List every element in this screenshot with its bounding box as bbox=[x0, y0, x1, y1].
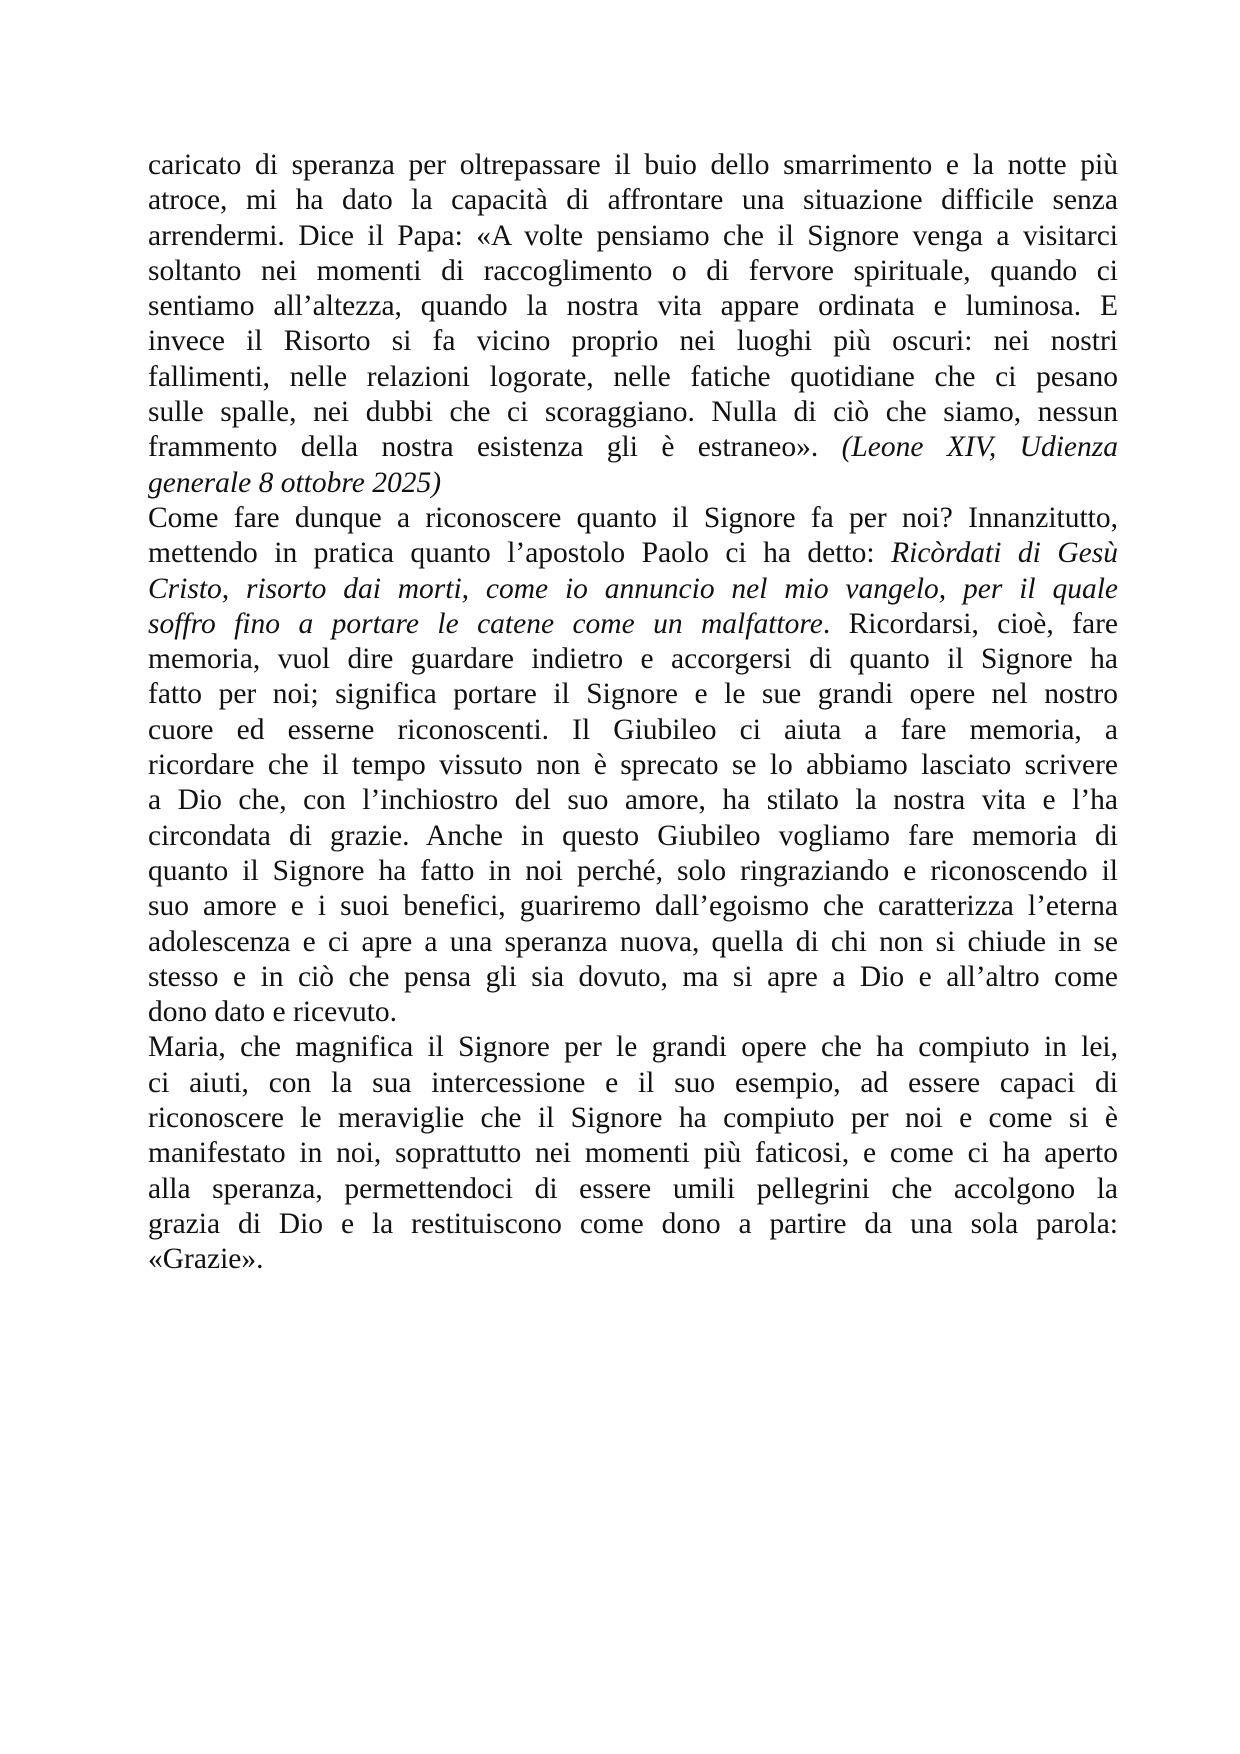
text-line bbox=[148, 430, 1118, 465]
text-line bbox=[148, 889, 1118, 924]
text-line bbox=[148, 183, 1118, 218]
text-run: alla speranza, permettendoci di essere umili pellegrini che accolgono la bbox=[148, 1172, 1118, 1205]
text-line bbox=[148, 1172, 1118, 1207]
text-line bbox=[148, 1207, 1118, 1242]
body-text bbox=[148, 148, 1118, 1278]
text-line bbox=[148, 995, 1118, 1030]
text-run: ci aiuti, con la sua intercessione e il suo esempio, ad essere capaci di bbox=[148, 1066, 1118, 1099]
text-run: «Grazie». bbox=[148, 1243, 264, 1276]
text-run: . Ricordarsi, cioè, fare bbox=[822, 607, 1118, 640]
text-run: cuore ed esserne riconoscenti. Il Giubileo ci aiuta a fare memoria, a bbox=[148, 713, 1118, 746]
text-line bbox=[148, 1242, 1118, 1277]
text-line bbox=[148, 466, 1118, 501]
text-run: riconoscere le meraviglie che il Signore ha compiuto per noi e come si è bbox=[148, 1102, 1118, 1135]
text-line bbox=[148, 501, 1118, 536]
text-run: adolescenza e ci apre a una speranza nuova, quella di chi non si chiude in se bbox=[148, 925, 1118, 958]
text-run: dono dato e ricevuto. bbox=[148, 996, 398, 1029]
text-line bbox=[148, 572, 1118, 607]
text-run: a Dio che, con l’inchiostro del suo amore, ha stilato la nostra vita e l’ha bbox=[148, 784, 1118, 817]
text-line bbox=[148, 783, 1118, 818]
text-run: manifestato in noi, soprattutto nei momenti più faticosi, e come ci ha aperto bbox=[148, 1137, 1118, 1170]
text-run: memoria, vuol dire guardare indietro e accorgersi di quanto il Signore ha bbox=[148, 643, 1118, 676]
text-line bbox=[148, 748, 1118, 783]
text-line bbox=[148, 713, 1118, 748]
text-run: sentiamo all’altezza, quando la nostra vita appare ordinata e luminosa. E bbox=[148, 290, 1118, 323]
text-run: circondata di grazie. Anche in questo Giubileo vogliamo fare memoria di bbox=[148, 819, 1118, 852]
text-line bbox=[148, 819, 1118, 854]
text-run: Come fare dunque a riconoscere quanto il Signore fa per noi? Innanzitutto, bbox=[148, 501, 1118, 534]
text-run: fallimenti, nelle relazioni logorate, nelle fatiche quotidiane che ci pesano bbox=[148, 360, 1118, 393]
text-run: grazia di Dio e la restituiscono come dono a partire da una sola parola: bbox=[148, 1207, 1118, 1240]
text-line bbox=[148, 219, 1118, 254]
text-line bbox=[148, 677, 1118, 712]
text-line bbox=[148, 925, 1118, 960]
text-line bbox=[148, 360, 1118, 395]
paragraph-papal-quote bbox=[148, 148, 1118, 501]
text-run: suo amore e i suoi benefici, guariremo dall’egoismo che caratterizza l’eterna bbox=[148, 890, 1118, 923]
text-run: quanto il Signore ha fatto in noi perché, solo ringraziando e riconoscendo il bbox=[148, 854, 1118, 887]
text-line bbox=[148, 960, 1118, 995]
text-run: stesso e in ciò che pensa gli sia dovuto, ma si apre a Dio e all’altro come bbox=[148, 960, 1118, 993]
paragraph-memory bbox=[148, 501, 1118, 1030]
text-line bbox=[148, 642, 1118, 677]
text-run: soltanto nei momenti di raccoglimento o di fervore spirituale, quando ci bbox=[148, 254, 1118, 287]
italic-text: Cristo, risorto dai morti, come io annuncio nel mio vangelo, per il quale bbox=[148, 572, 1118, 605]
text-line bbox=[148, 148, 1118, 183]
text-run: Maria, che magnifica il Signore per le grandi opere che ha compiuto in lei, bbox=[148, 1031, 1118, 1064]
text-run: sulle spalle, nei dubbi che ci scoraggiano. Nulla di ciò che siamo, nessun bbox=[148, 396, 1118, 429]
italic-text: generale 8 ottobre 2025) bbox=[148, 466, 442, 499]
text-line bbox=[148, 324, 1118, 359]
document-page bbox=[148, 148, 1118, 1278]
text-line bbox=[148, 289, 1118, 324]
text-line bbox=[148, 607, 1118, 642]
text-line bbox=[148, 395, 1118, 430]
text-run: ricordare che il tempo vissuto non è sprecato se lo abbiamo lasciato scrivere bbox=[148, 749, 1118, 782]
text-line bbox=[148, 1066, 1118, 1101]
text-line bbox=[148, 254, 1118, 289]
italic-text: soffro fino a portare le catene come un malfattore bbox=[148, 607, 823, 640]
text-run: invece il Risorto si fa vicino proprio nei luoghi più oscuri: nei nostri bbox=[148, 325, 1118, 358]
paragraph-mary bbox=[148, 1030, 1118, 1277]
text-run: caricato di speranza per oltrepassare il buio dello smarrimento e la notte più bbox=[148, 149, 1118, 181]
italic-text: (Leone XIV, Udienza bbox=[841, 431, 1118, 464]
text-line bbox=[148, 1136, 1118, 1171]
text-line bbox=[148, 536, 1118, 571]
text-run: fatto per noi; significa portare il Signore e le sue grandi opere nel nostro bbox=[148, 678, 1118, 711]
text-line bbox=[148, 1030, 1118, 1065]
text-run: atroce, mi ha dato la capacità di affrontare una situazione difficile senza bbox=[148, 184, 1118, 217]
text-run: arrendermi. Dice il Papa: «A volte pensiamo che il Signore venga a visitarci bbox=[148, 219, 1118, 252]
text-line bbox=[148, 1101, 1118, 1136]
text-line bbox=[148, 854, 1118, 889]
text-run: frammento della nostra esistenza gli è estraneo». bbox=[148, 431, 842, 464]
text-run: mettendo in pratica quanto l’apostolo Paolo ci ha detto: bbox=[148, 537, 892, 570]
italic-text: Ricòrdati di Gesù bbox=[891, 537, 1118, 570]
